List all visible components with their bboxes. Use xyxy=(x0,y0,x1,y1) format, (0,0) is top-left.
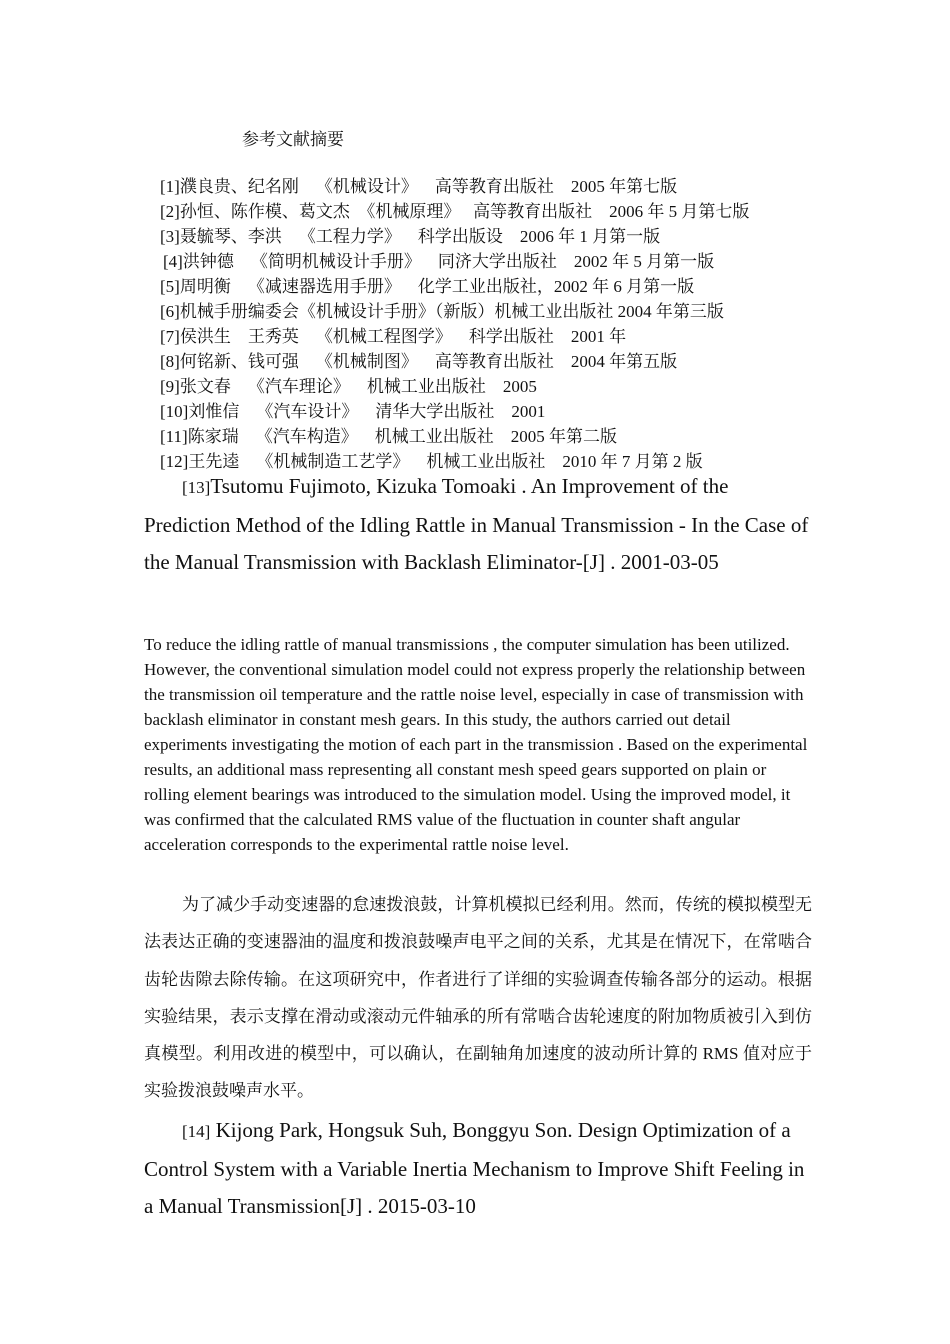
reference-item: [4]洪钟德 《简明机械设计手册》 同济大学出版社 2002 年 5 月第一版 xyxy=(163,252,715,271)
reference-14-text: Kijong Park, Hongsuk Suh, Bonggyu Son. Design Optimization of a Control System with a Variable Inertia Mechanism to Improve Shift Feeling in a Manual Transmission[J] . 2015-03-10 xyxy=(144,1118,805,1218)
reference-13-number: [13] xyxy=(182,478,211,497)
reference-item: [7]侯洪生 王秀英 《机械工程图学》 科学出版社 2001 年 xyxy=(160,327,627,346)
reference-13 xyxy=(144,468,812,582)
reference-item: [5]周明衡 《减速器选用手册》 化学工业出版社，2002 年 6 月第一版 xyxy=(160,277,695,296)
reference-list xyxy=(160,174,749,474)
reference-item: [3]聂毓琴、李洪 《工程力学》 科学出版设 2006 年 1 月第一版 xyxy=(160,227,661,246)
abstract-chinese: 为了减少手动变速器的怠速拨浪鼓，计算机模拟已经利用。然而，传统的模拟模型无法表达正确的变速器油的温度和拨浪鼓噪声电平之间的关系，尤其是在情况下，在常啮合齿轮齿隙去除传输。在这项研究中，作者进行了详细的实验调查传输各部分的运动。根据实验结果，表示支撑在滑动或滚动元件轴承的所有常啮合齿轮速度的附加物质被引入到仿真模型。利用改进的模型中，可以确认，在副轴角加速度的波动所计算的 RMS 值对应于实验拨浪鼓噪声水平。 xyxy=(144,895,812,1101)
reference-item: [12]王先逵 《机械制造工艺学》 机械工业出版社 2010 年 7 月第 2 版 xyxy=(160,452,703,471)
reference-13-text: Tsutomu Fujimoto, Kizuka Tomoaki . An Improvement of the Prediction Method of the Idling Rattle in Manual Transmission - In the Case of the Manual Transmission with Backlash Eliminator-[J] . 2001-03-05 xyxy=(144,474,809,574)
reference-item: [10]刘惟信 《汽车设计》 清华大学出版社 2001 xyxy=(160,402,546,421)
reference-14-number: [14] xyxy=(182,1122,211,1141)
reference-item: [8]何铭新、钱可强 《机械制图》 高等教育出版社 2004 年第五版 xyxy=(160,352,678,371)
reference-item: [1]濮良贵、纪名刚 《机械设计》 高等教育出版社 2005 年第七版 xyxy=(160,177,678,196)
page-title: 参考文献摘要 xyxy=(242,130,344,149)
abstract-english: To reduce the idling rattle of manual transmissions , the computer simulation has been utilized. However, the conventional simulation model could not express properly the relationship between the transmission oil temperature and the rattle noise level, especially in case of transmission with backlash eliminator in constant mesh gears. In this study, the authors carried out detail experiments investigating the motion of each part in the transmission . Based on the experimental results, an additional mass representing all constant mesh speed gears supported on plain or rolling element bearings was introduced to the simulation model. Using the improved model, it was confirmed that the calculated RMS value of the fluctuation in counter shaft angular acceleration corresponds to the experimental rattle noise level. xyxy=(144,635,808,854)
reference-item: [2]孙恒、陈作模、葛文杰 《机械原理》 高等教育出版社 2006 年 5 月第七版 xyxy=(160,202,750,221)
reference-item: [6]机械手册编委会《机械设计手册》（新版）机械工业出版社 2004 年第三版 xyxy=(160,302,724,321)
reference-item: [11]陈家瑞 《汽车构造》 机械工业出版社 2005 年第二版 xyxy=(160,427,617,446)
reference-item: [9]张文春 《汽车理论》 机械工业出版社 2005 xyxy=(160,377,537,396)
reference-14 xyxy=(144,1112,812,1226)
